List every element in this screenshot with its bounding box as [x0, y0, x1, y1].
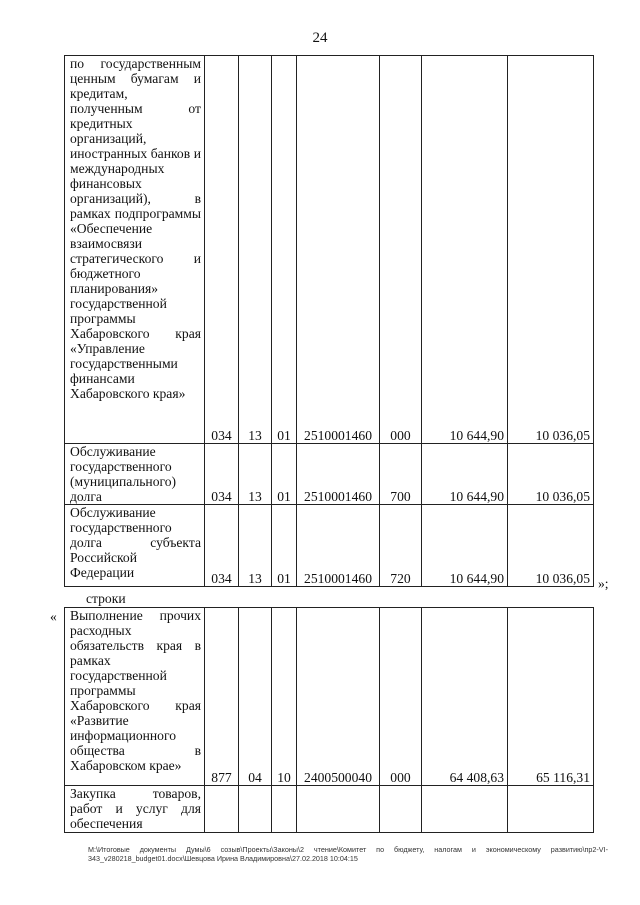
row-name-cell [65, 786, 205, 833]
amount-2-cell: 10 036,05 [508, 505, 594, 587]
target-article-cell: 2400500040 [297, 608, 380, 786]
row-name: по государственным ценным бумагам и кредитам, полученным от кредитных организаций, иностранных банков и международных финансовых организаций), в рамках подпрограммы «Обеспечение взаимосвязи стратегического и бюджетного планирования» государственной программы Хабаровского края «Управление государственными финансами Хабаровского края» [70, 56, 201, 401]
row-name: Обслуживание государственного долга субъекта Российской Федерации [70, 505, 201, 580]
amount-1-cell: 10 644,90 [422, 56, 508, 444]
amount-1-cell: 64 408,63 [422, 608, 508, 786]
row-name: Выполнение прочих расходных обязательств края в рамках государственной программы Хабаровского края «Развитие информационного общества в Хабаровском крае» [70, 608, 201, 773]
row-name-cell [65, 505, 205, 587]
expense-type-cell [380, 786, 422, 833]
section-cell: 13 [239, 56, 272, 444]
table-row [65, 444, 594, 505]
closing-quote-mark: »; [598, 576, 609, 591]
ministry-cell: 034 [205, 505, 239, 587]
section-cell: 13 [239, 505, 272, 587]
opening-quote-mark: « [50, 609, 57, 624]
target-article-cell: 2510001460 [297, 444, 380, 505]
subsection-cell: 01 [272, 56, 297, 444]
ministry-cell: 877 [205, 608, 239, 786]
table-row [65, 786, 594, 833]
subsection-cell: 10 [272, 608, 297, 786]
expense-type-cell: 000 [380, 608, 422, 786]
page-number: 24 [312, 30, 328, 46]
amount-2-cell: 65 116,31 [508, 608, 594, 786]
section-cell [239, 786, 272, 833]
expense-type-cell: 720 [380, 505, 422, 587]
table-row [65, 608, 594, 786]
table-row [65, 56, 594, 444]
rows-label: строки [86, 591, 126, 606]
section-cell: 13 [239, 444, 272, 505]
amount-1-cell [422, 786, 508, 833]
document-path-footer: М:\Итоговые документы Думы\6 созыв\Проекты\Законы\2 чтение\Комитет по бюджету, налогам и экономическому развитию\пр2-VI-343_v280218_budget01.docx\Шевцова Ирина Владимировна\27.02.2018 10:04:15 [88, 845, 608, 863]
target-article-cell: 2510001460 [297, 56, 380, 444]
amount-2-cell: 10 036,05 [508, 444, 594, 505]
row-name: Обслуживание государственного (муниципального) долга [70, 444, 177, 504]
table-row [65, 505, 594, 587]
row-name-cell [65, 56, 205, 444]
ministry-cell: 034 [205, 444, 239, 505]
subsection-cell [272, 786, 297, 833]
section-cell: 04 [239, 608, 272, 786]
target-article-cell [297, 786, 380, 833]
subsection-cell: 01 [272, 505, 297, 587]
row-name-cell [65, 608, 205, 786]
row-name: Закупка товаров, работ и услуг для обеспечения [70, 786, 201, 831]
ministry-cell: 034 [205, 56, 239, 444]
row-name-cell [65, 444, 205, 505]
amount-1-cell: 10 644,90 [422, 444, 508, 505]
expense-type-cell: 700 [380, 444, 422, 505]
expense-type-cell: 000 [380, 56, 422, 444]
amount-2-cell [508, 786, 594, 833]
amount-1-cell: 10 644,90 [422, 505, 508, 587]
ministry-cell [205, 786, 239, 833]
budget-table-top [64, 55, 594, 587]
amount-2-cell: 10 036,05 [508, 56, 594, 444]
target-article-cell: 2510001460 [297, 505, 380, 587]
budget-table-bottom [64, 607, 594, 833]
subsection-cell: 01 [272, 444, 297, 505]
